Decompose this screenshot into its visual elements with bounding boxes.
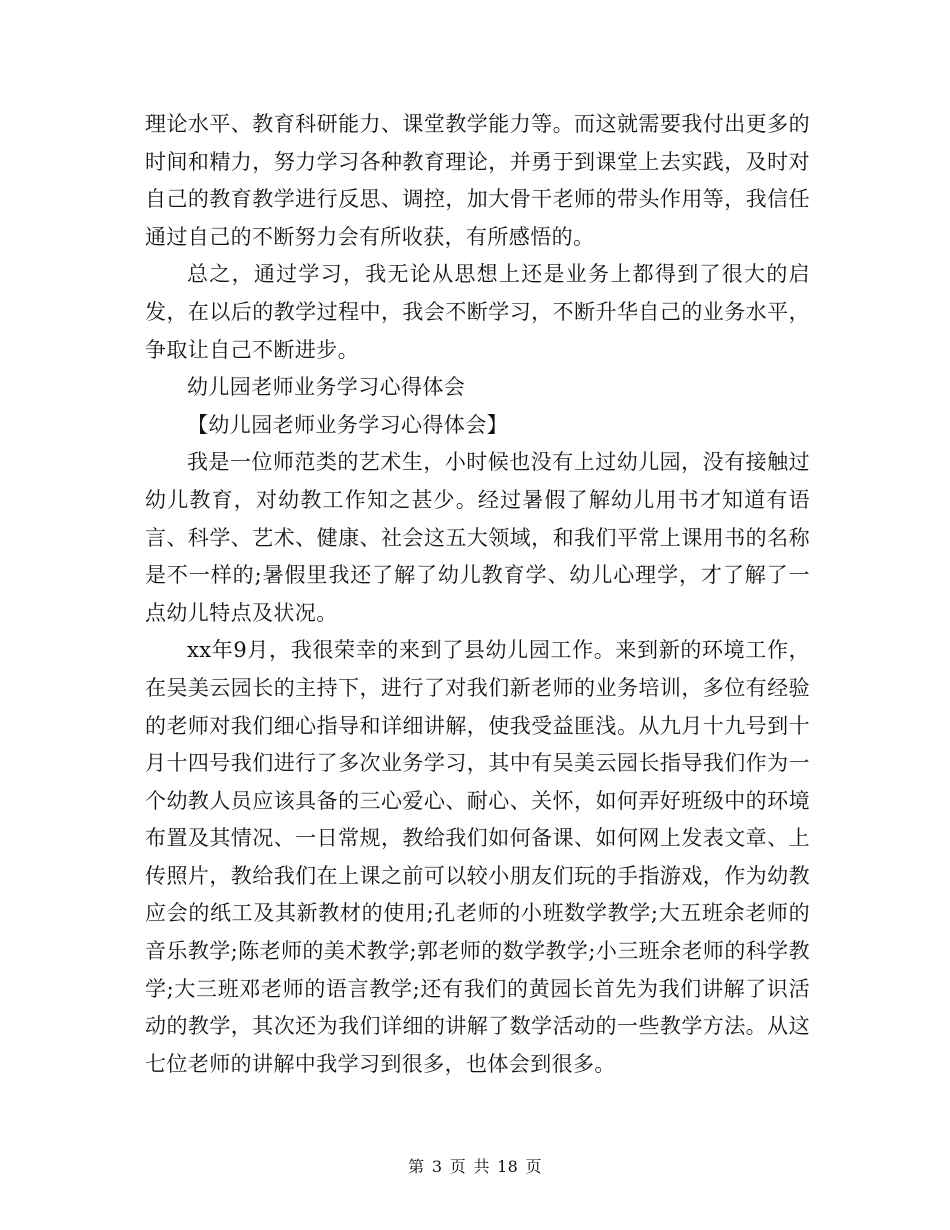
- footer-label-total-unit: 页: [525, 1157, 542, 1176]
- footer-label-page-unit: 页: [449, 1157, 467, 1176]
- footer-label-page: 第: [408, 1157, 425, 1176]
- paragraph-background: 我是一位师范类的艺术生，小时候也没有上过幼儿园，没有接触过幼儿教育，对幼教工作知之甚少。经过暑假了解幼儿用书才知道有语言、科学、艺术、健康、社会这五大领域，和我们平常上课用书的名称是不一样的;暑假里我还了解了幼儿教育学、幼儿心理学，才了解了一点幼儿特点及状况。: [145, 450, 810, 625]
- article-title: 幼儿园老师业务学习心得体会: [187, 375, 466, 400]
- footer-label-total: 共: [473, 1157, 490, 1176]
- paragraph-summary: 总之，通过学习，我无论从思想上还是业务上都得到了很大的启发，在以后的教学过程中，我会不断学习，不断升华自己的业务水平，争取让自己不断进步。: [145, 262, 810, 362]
- paragraph-training: xx年9月，我很荣幸的来到了县幼儿园工作。来到新的环境工作，在吴美云园长的主持下，进行了对我们新老师的业务培训，多位有经验的老师对我们细心指导和详细讲解，使我受益匪浅。从九月十九号到十月十四号我们进行了多次业务学习，其中有吴美云园长指导我们作为一个幼教人员应该具备的三心爱心、耐心、关怀，如何弄好班级中的环境布置及其情况、一日常规，教给我们如何备课、如何网上发表文章、上传照片，教给我们在上课之前可以较小朋友们玩的手指游戏，作为幼教应会的纸工及其新教材的使用;孔老师的小班数学教学;大五班余老师的音乐教学;陈老师的美术教学;郭老师的数学教学;小三班余老师的科学教学;大三班邓老师的语言教学;还有我们的黄园长首先为我们讲解了识活动的教学，其次还为我们详细的讲解了数学活动的一些教学方法。从这七位老师的讲解中我学习到很多，也体会到很多。: [145, 638, 810, 1076]
- paragraph-continued: 理论水平、教育科研能力、课堂教学能力等。而这就需要我付出更多的时间和精力，努力学习各种教育理论，并勇于到课堂上去实践，及时对自己的教育教学进行反思、调控，加大骨干老师的带头作用等，我信任通过自己的不断努力会有所收获，有所感悟的。: [145, 112, 810, 249]
- page-footer: [0, 1154, 950, 1177]
- document-body: [145, 106, 810, 1083]
- footer-total-pages: 18: [497, 1157, 519, 1176]
- footer-current-page: 3: [431, 1157, 443, 1176]
- article-subtitle: 【幼儿园老师业务学习心得体会】: [187, 412, 508, 437]
